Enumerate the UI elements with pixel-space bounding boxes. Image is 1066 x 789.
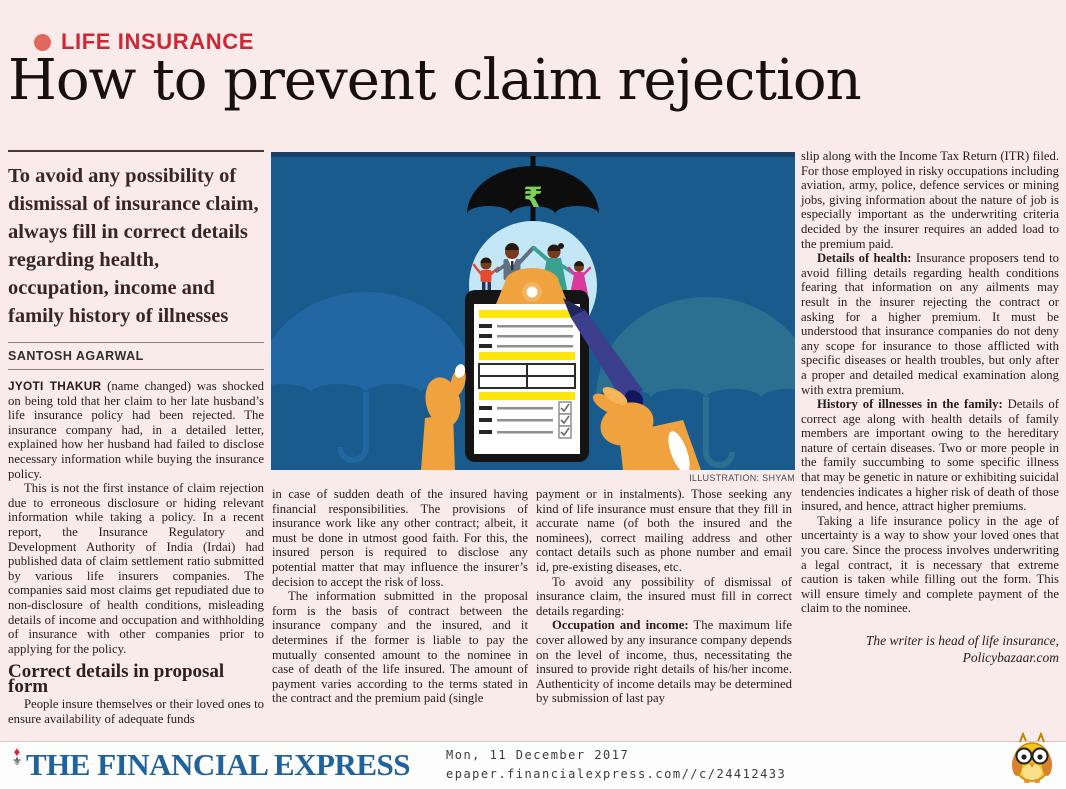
subhead: Correct details in proposal form	[8, 661, 225, 697]
paragraph: payment or in instalments). Those seeking any kind of life insurance must ensure that they fill in accurate name (of both the insured and the nominees), correct mailing address and other contact details such as phone number and email id, pre-existing diseases, etc.	[536, 487, 792, 574]
column-3	[536, 487, 792, 706]
article-illustration	[271, 152, 795, 483]
paragraph-lead: JYOTI THAKUR	[8, 379, 102, 393]
paragraph-text: (name changed) was shocked on being told that her claim to her late husband’s life insurance policy had been rejected. The insurance company had, in a detailed letter, explained how her husband had failed to disclose necessary information while buying the insurance policy.	[8, 379, 264, 481]
owl-mascot-icon	[1008, 732, 1056, 784]
kicker-label: LIFE INSURANCE	[61, 29, 254, 54]
byline: SANTOSH AGARWAL	[8, 342, 264, 370]
paragraph	[801, 397, 1059, 514]
paragraph	[801, 251, 1059, 397]
credit-line: Policybazaar.com	[962, 650, 1059, 665]
deck-summary: To avoid any possibility of dismissal of insurance claim, always fill in correct details regarding health, occupation, income and family history of illnesses	[8, 150, 264, 330]
paragraph	[536, 618, 792, 706]
paragraph: To avoid any possibility of dismissal of insurance claim, the insured must fill in correct details regarding:	[536, 574, 792, 618]
paragraph	[8, 379, 264, 481]
paragraph: The information submitted in the proposal form is the basis of contract between the insurance company and the insured, and it determines if the former is liable to pay the mutually consented amount to the nominee in case of death of the life insured. The amount of payment varies according to the terms stated in the contract and the premium paid (single	[272, 589, 528, 706]
rupee-symbol: ₹	[523, 181, 543, 214]
paragraph: This is not the first instance of claim rejection due to erroneous disclosure or hiding relevant information while taking a policy. In a recent report, the Insurance Regulatory and Development Authority of India (Irdai) had published data of claim settlement ratio submitted by various life insurers companies. The companies said most claims get repudiated due to non-disclosure of health conditions, misleading details of income and occupation and withholding of insurance with other companies prior to applying for the policy.	[8, 481, 264, 656]
column-4	[801, 149, 1059, 666]
paragraph: in case of sudden death of the insured having financial responsibilities. The provisions of insurance work like any other contract; albeit, it must be done in utmost good faith. For this, the insured person is required to disclose any potential matter that may influence the insurer’s decision to accept the risk of loss.	[272, 487, 528, 589]
anchor-glyph: ⚜	[12, 756, 22, 768]
fe-logo-mark-icon	[9, 745, 25, 768]
illustration-credit: ILLUSTRATION: SHYAM	[689, 473, 795, 483]
epaper-url: epaper.financialexpress.com//c/24412433	[446, 767, 787, 781]
insurance-form-clipboard	[465, 268, 589, 462]
paragraph: slip along with the Income Tax Return (ITR) filed. For those employed in risky occupations including aviation, army, police, defence services or mining jobs, giving information about the nature of job is especially important as the underwriting criteria decided by the insurer requires an added load to the premium paid.	[801, 149, 1059, 251]
column-1	[8, 150, 264, 727]
credit-line: The writer is head of life insurance,	[865, 633, 1059, 648]
page-title: How to prevent claim rejection	[8, 48, 861, 113]
insurance-illustration-image	[271, 152, 795, 470]
masthead-title: THE FINANCIAL EXPRESS	[26, 747, 410, 782]
paragraph-text: The maximum life cover allowed by any insurance company depends on the level of income, thus, necessitating the insured to provide right details of his/her income. Authenticity of income details may be determined by submission of last pay	[536, 618, 792, 706]
epaper-footer	[0, 741, 1066, 789]
epaper-meta	[446, 746, 786, 784]
author-credit	[801, 632, 1059, 666]
paragraph-lead: Details of health:	[817, 251, 912, 266]
paragraph-text: Insurance proposers tend to avoid filling details regarding health conditions fearing that information on any ailments may result in the insurer rejecting the contract or asking for a higher premium. It must be understood that insurance companies do not deny any scope for insurance to those afflicted with specific diseases or health troubles, but only after a proper and detailed medical examination along with extra premium.	[801, 251, 1060, 397]
diamond-glyph: ♦	[13, 744, 21, 759]
column-2	[272, 487, 528, 706]
article-body-col1	[8, 379, 264, 727]
paragraph-lead: History of illnesses in the family:	[817, 397, 1003, 412]
paragraph-lead: Occupation and income:	[552, 618, 689, 633]
paragraph: Taking a life insurance policy in the age of uncertainty is a way to show your loved ones that you care. Since the process involves underwriting a legal contract, it is necessary that extreme caution is taken while filling out the form. This will ensure timely and complete payment of the claim to the nominee.	[801, 513, 1059, 616]
paragraph: People insure themselves or their loved ones to ensure availability of adequate funds	[8, 697, 264, 727]
epaper-date: Mon, 11 December 2017	[446, 748, 630, 762]
paragraph-text: Details of correct age along with health details of family members are important owing to the hereditary nature of certain diseases. Two or more people in the family succumbing to some specific illness that may be genetic in nature or exhibiting suicidal tendencies indicates a higher risk of death of those insured, and hence, attract higher premiums.	[801, 397, 1059, 514]
